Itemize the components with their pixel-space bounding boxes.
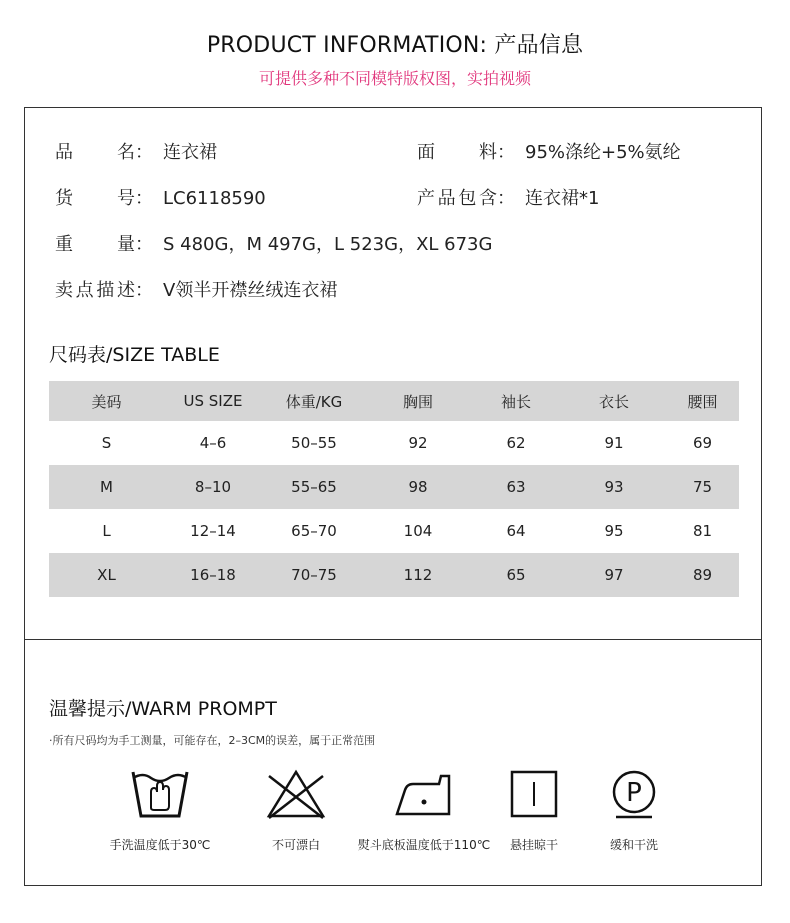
info-desc-row: 卖点描述： V领半开襟丝绒连衣裙	[55, 276, 337, 302]
table-cell: 70–75	[262, 553, 366, 597]
info-sku-label: 货号	[55, 188, 135, 209]
table-cell: 69	[692, 434, 713, 452]
table-cell: 97	[562, 553, 666, 597]
table-cell: 64	[506, 522, 526, 540]
table-cell: 4–6	[199, 434, 227, 452]
table-cell: S	[101, 434, 112, 452]
table-cell: 16–18	[164, 553, 262, 597]
header-cell: US SIZE	[164, 381, 262, 421]
info-sku-value: LC6118590	[163, 188, 266, 209]
header-cell: 美码	[49, 381, 164, 421]
table-cell: 91	[604, 434, 624, 452]
info-weight-label: 重量	[55, 234, 135, 255]
table-cell: 63	[470, 465, 562, 509]
svg-text:P: P	[626, 778, 642, 808]
care-item-hand-wash	[85, 768, 235, 853]
header-cell: 腰围	[666, 381, 739, 421]
info-contents-value: 连衣裙*1	[525, 188, 600, 209]
table-cell: 12–14	[190, 522, 236, 540]
table-row	[49, 421, 739, 465]
table-cell: 75	[666, 465, 739, 509]
no-bleach-icon	[265, 768, 327, 820]
info-name-label: 品名	[55, 142, 135, 163]
table-cell: 95	[604, 522, 624, 540]
page-subtitle: 可提供多种不同模特版权图，实拍视频	[258, 69, 531, 88]
hand-wash-icon	[129, 768, 191, 820]
size-table-title: 尺码表/SIZE TABLE	[49, 344, 220, 366]
info-box	[24, 107, 762, 886]
info-name-row: 品名： 连衣裙	[55, 138, 217, 164]
warm-prompt-note: ·所有尺码均为手工测量，可能存在，2–3CM的误差，属于正常范围	[49, 734, 376, 747]
header-cell: 胸围	[366, 381, 470, 421]
table-row	[49, 465, 739, 509]
table-cell: 98	[366, 465, 470, 509]
dry-clean-p-icon	[603, 768, 665, 820]
care-label: 熨斗底板温度低于110℃	[357, 838, 491, 852]
info-desc-label: 卖点描述	[55, 280, 135, 301]
table-cell: M	[49, 465, 164, 509]
table-cell: 55–65	[262, 465, 366, 509]
info-contents-row: 产品包含： 连衣裙*1	[417, 184, 599, 210]
hang-dry-icon	[503, 768, 565, 820]
info-weight-row: 重量： S 480G，M 497G，L 523G，XL 673G	[55, 230, 492, 256]
warm-prompt-title: 温馨提示/WARM PROMPT	[49, 698, 277, 720]
header-cell: 体重/KG	[262, 381, 366, 421]
iron-icon	[393, 768, 455, 820]
info-sku-row: 货号： LC6118590	[55, 184, 266, 210]
care-label: 悬挂晾干	[509, 838, 558, 852]
table-cell: 92	[408, 434, 428, 452]
table-cell: XL	[49, 553, 164, 597]
table-cell: 112	[366, 553, 470, 597]
table-cell: 62	[506, 434, 526, 452]
info-name-value: 连衣裙	[163, 142, 217, 163]
size-table-header	[49, 381, 739, 421]
table-cell: 89	[666, 553, 739, 597]
table-row	[49, 509, 739, 553]
info-material-label: 面料	[417, 142, 497, 163]
info-desc-value: V领半开襟丝绒连衣裙	[163, 280, 338, 301]
table-cell: 8–10	[164, 465, 262, 509]
table-cell: 104	[403, 522, 433, 540]
table-cell: 81	[692, 522, 713, 540]
header-cell: 衣长	[562, 381, 666, 421]
info-weight-value: S 480G，M 497G，L 523G，XL 673G	[163, 234, 493, 255]
table-cell: L	[102, 522, 111, 540]
info-material-value: 95%涤纶+5%氨纶	[525, 142, 681, 163]
size-table	[49, 381, 739, 597]
table-cell: 65–70	[291, 522, 337, 540]
section-divider	[25, 639, 761, 640]
care-label: 手洗温度低于30℃	[109, 838, 211, 852]
table-cell: 93	[562, 465, 666, 509]
info-contents-label: 产品包含	[417, 188, 497, 209]
info-material-row: 面料： 95%涤纶+5%氨纶	[417, 138, 681, 164]
care-label: 缓和干洗	[609, 838, 658, 852]
page-title: PRODUCT INFORMATION: 产品信息	[206, 33, 584, 58]
table-row	[49, 553, 739, 597]
table-cell: 65	[470, 553, 562, 597]
header-cell: 袖长	[470, 381, 562, 421]
care-label: 不可漂白	[271, 838, 320, 852]
care-item-dry-clean	[559, 768, 709, 853]
table-cell: 50–55	[291, 434, 337, 452]
